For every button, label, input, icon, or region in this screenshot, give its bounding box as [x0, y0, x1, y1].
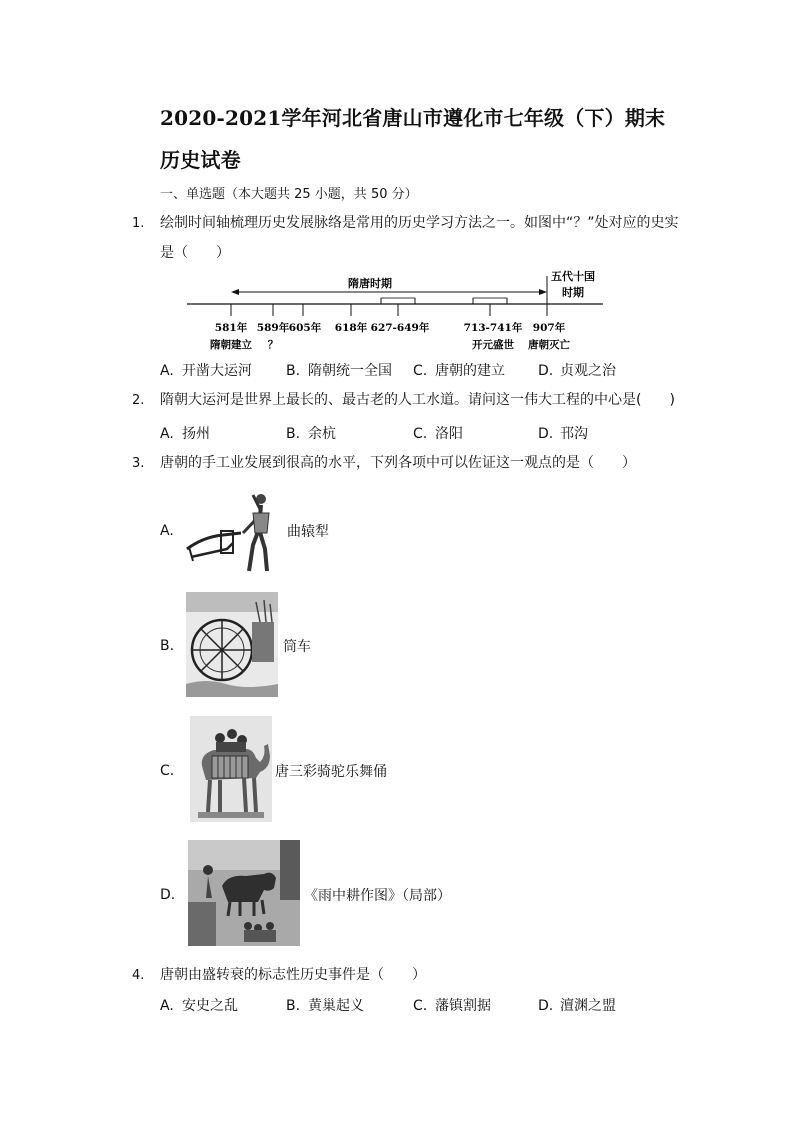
- question-4-number: 4.: [132, 968, 145, 983]
- option-letter: B.: [286, 363, 301, 379]
- exam-title-line1: 2020-2021学年河北省唐山市遵化市七年级（下）期末: [160, 106, 666, 130]
- question-3-text: 唐朝的手工业发展到很高的水平，下列各项中可以佐证这一观点的是（ ）: [160, 455, 636, 471]
- option-text: 扬州: [182, 426, 210, 442]
- question-3-number: 3.: [132, 456, 145, 471]
- year-907: 907年: [532, 322, 566, 334]
- option-text: 黄巢起义: [308, 998, 364, 1014]
- option-letter: A.: [160, 363, 174, 379]
- question-1-text: 绘制时间轴梳理历史发展脉络是常用的历史学习方法之一。如图中“？”处对应的史实是（ ）: [160, 215, 679, 261]
- option-letter: B.: [286, 426, 301, 442]
- section-header: 一、单选题（本大题共 25 小题，共 50 分）: [160, 187, 418, 202]
- q3-option-c-label: 唐三彩骑驼乐舞俑: [275, 764, 387, 780]
- tang-sancai-camel-figure: [190, 716, 272, 822]
- q2-option-d[interactable]: [538, 423, 588, 443]
- plowing-in-rain-mural: [188, 840, 300, 946]
- option-letter: A.: [160, 426, 174, 442]
- right-label-2: 时期: [562, 286, 584, 299]
- option-letter: B.: [286, 998, 301, 1014]
- option-text: 洛阳: [435, 426, 463, 442]
- option-letter: A.: [160, 998, 174, 1014]
- q2-option-c[interactable]: [413, 423, 463, 443]
- q1-option-d[interactable]: [538, 360, 616, 380]
- q3-option-b-letter[interactable]: B.: [160, 638, 175, 654]
- q4-option-c[interactable]: [413, 995, 491, 1015]
- period-label: 隋唐时期: [348, 277, 392, 290]
- option-text: 开凿大运河: [182, 363, 252, 379]
- option-letter: C.: [413, 426, 428, 442]
- question-2-text: 隋朝大运河是世界上最长的、最古老的人工水道。请问这一伟大工程的中心是( ): [160, 392, 675, 408]
- option-text: 余杭: [308, 426, 336, 442]
- option-text: 邗沟: [560, 426, 588, 442]
- q4-option-a[interactable]: [160, 995, 238, 1015]
- exam-title-line2: 历史试卷: [160, 148, 241, 172]
- question-4-text: 唐朝由盛转衰的标志性历史事件是（ ）: [160, 967, 426, 983]
- question-1-number: 1.: [132, 216, 145, 231]
- q3-option-d-label: 《雨中耕作图》（局部）: [304, 888, 451, 904]
- q3-option-b-label: 筒车: [283, 639, 311, 655]
- q3-option-c-letter[interactable]: C.: [160, 763, 175, 779]
- water-wheel-illustration: [186, 592, 278, 697]
- right-label-1: 五代十国: [551, 270, 595, 283]
- year-713-741: 713-741年: [463, 322, 523, 334]
- q3-option-a-letter[interactable]: A.: [160, 523, 174, 539]
- question-2-number: 2.: [132, 393, 145, 408]
- year-589: 589年: [256, 322, 290, 334]
- option-text: 藩镇割据: [435, 998, 491, 1014]
- q3-option-a-label: 曲辕犁: [287, 524, 329, 540]
- event-713-741: 开元盛世: [472, 339, 514, 351]
- option-letter: C.: [413, 998, 428, 1014]
- period-arrow-right-head: [539, 289, 547, 295]
- q2-option-a[interactable]: [160, 423, 210, 443]
- year-605: 605年: [288, 322, 322, 334]
- option-text: 唐朝的建立: [435, 363, 505, 379]
- timeline-diagram: [185, 268, 605, 356]
- event-581: 隋朝建立: [210, 339, 252, 351]
- option-letter: D.: [538, 363, 554, 379]
- event-907: 唐朝灭亡: [528, 339, 570, 351]
- option-text: 隋朝统一全国: [308, 363, 392, 379]
- q1-option-b[interactable]: [286, 360, 392, 380]
- q4-option-b[interactable]: [286, 995, 364, 1015]
- option-letter: C.: [413, 363, 428, 379]
- q2-option-b[interactable]: [286, 423, 336, 443]
- year-618: 618年: [334, 322, 368, 334]
- q4-option-d[interactable]: [538, 995, 616, 1015]
- bracket-627-649: [381, 298, 415, 316]
- curved-plough-illustration: [183, 487, 283, 575]
- q1-option-a[interactable]: [160, 360, 252, 380]
- q3-option-d-letter[interactable]: D.: [160, 887, 176, 903]
- option-letter: D.: [538, 998, 554, 1014]
- bracket-713-741: [473, 298, 507, 316]
- year-581: 581年: [214, 322, 248, 334]
- option-letter: D.: [538, 426, 554, 442]
- option-text: 澶渊之盟: [560, 998, 616, 1014]
- q1-option-c[interactable]: [413, 360, 505, 380]
- period-arrow-left-head: [231, 289, 239, 295]
- year-627-649: 627-649年: [370, 322, 430, 334]
- option-text: 安史之乱: [182, 998, 238, 1014]
- event-589: ？: [267, 339, 279, 351]
- option-text: 贞观之治: [560, 363, 616, 379]
